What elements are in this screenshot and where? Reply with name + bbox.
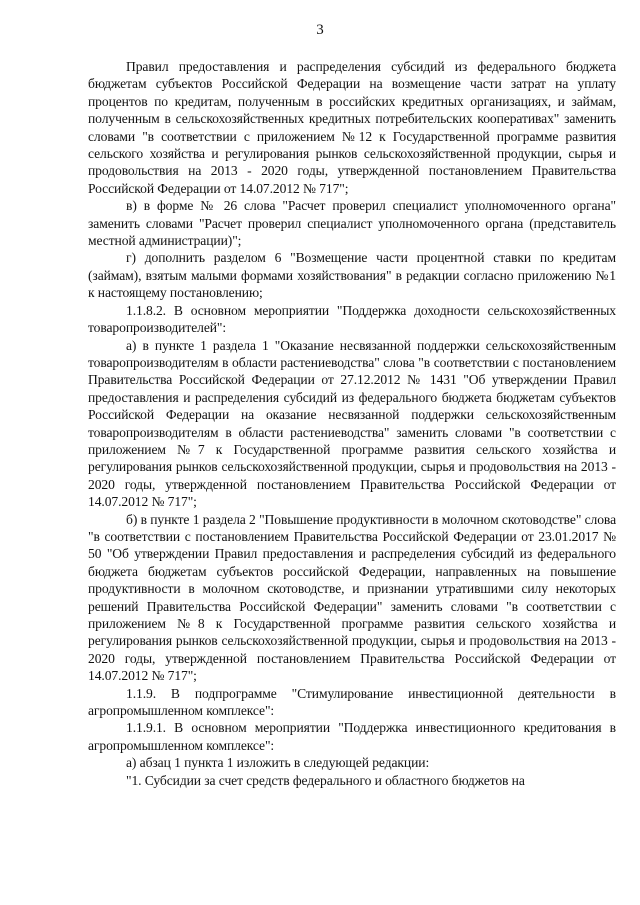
paragraph-subsidies: "1. Субсидии за счет средств федерального и областного бюджетов на [126,772,525,788]
paragraph-1-1-8-2: 1.1.8.2. В основном мероприятии "Поддержка доходности сельскохозяйственных товаропроизводителей": [88,302,616,336]
paragraph-item-a-abzac: а) абзац 1 пункта 1 изложить в следующей редакции: [126,755,430,771]
paragraph-item-b-dairy: б) в пункте 1 раздела 2 "Повышение продуктивности в молочном скотоводстве" слова "в соответствии с постановлением Правительства Российской Федерации от 23.01.2017 № 50 "Об утверждении Правил предоставления и распределения субсидий из федерального бюджета бюджетам субъектов российской Федерации, направленных на повышение продуктивности в молочном скотоводстве, и признании утратившими силу некоторых решений Правительства Российской Федерации" заменить словами "в соответствии с приложением №8 к Государственной программе развития сельского хозяйства и регулирования рынков сельскохозяйственной продукции, сырья и продовольствия на 2013 - 2020 годы, утвержденной постановлением Правительства Российской Федерации от 14.07.2012 № 717"; [88,511,616,684]
page-number: 3 [316,22,324,38]
paragraph-rules-continuation: Правил предоставления и распределения субсидий из федерального бюджета бюджетам субъектов Российской Федерации на возмещение части затрат на уплату процентов по кредитам, полученным в российских кредитных организациях, и займам, полученным в сельскохозяйственных кредитных потребительских кооперативах" заменить словами "в соответствии с приложением №12 к Государственной программе развития сельского хозяйства и регулирования рынков сельскохозяйственной продукции, сырья и продовольствия на 2013 - 2020 годы, утвержденной постановлением Правительства Российской Федерации от 14.07.2012 № 717"; [88,59,616,196]
paragraph-1-1-9: 1.1.9. В подпрограмме "Стимулирование инвестиционной деятельности в агропромышленном комплексе": [88,685,616,719]
paragraph-1-1-9-1: 1.1.9.1. В основном мероприятии "Поддержка инвестиционного кредитования в агропромышленном комплексе": [88,720,616,753]
document-body [88,58,616,789]
paragraph-item-a-crop: а) в пункте 1 раздела 1 "Оказание несвязанной поддержки сельскохозяйственным товаропроизводителям в области растениеводства" слова "в соответствии с постановлением Правительства Российской Федерации от 27.12.2012 № 1431 "Об утверждении Правил предоставления и распределения субсидий из федерального бюджета бюджетам субъектов Российской Федерации на оказание несвязанной поддержки сельскохозяйственным товаропроизводителям в области растениеводства" заменить словами "в соответствии с приложением №7 к Государственной программе развития сельского хозяйства и регулирования рынков сельскохозяйственной продукции, сырья и продовольствия на 2013 - 2020 годы, утвержденной постановлением Правительства Российской Федерации от 14.07.2012 № 717"; [88,337,616,510]
paragraph-item-g: г) дополнить разделом 6 "Возмещение части процентной ставки по кредитам (займам), взятым малыми формами хозяйствования" в редакции согласно приложению №1 к настоящему постановлению; [88,250,616,301]
paragraph-item-v: в) в форме № 26 слова "Расчет проверил специалист уполномоченного органа" заменить словами "Расчет проверил специалист уполномоченного органа (представитель местной администрации)"; [88,198,616,249]
